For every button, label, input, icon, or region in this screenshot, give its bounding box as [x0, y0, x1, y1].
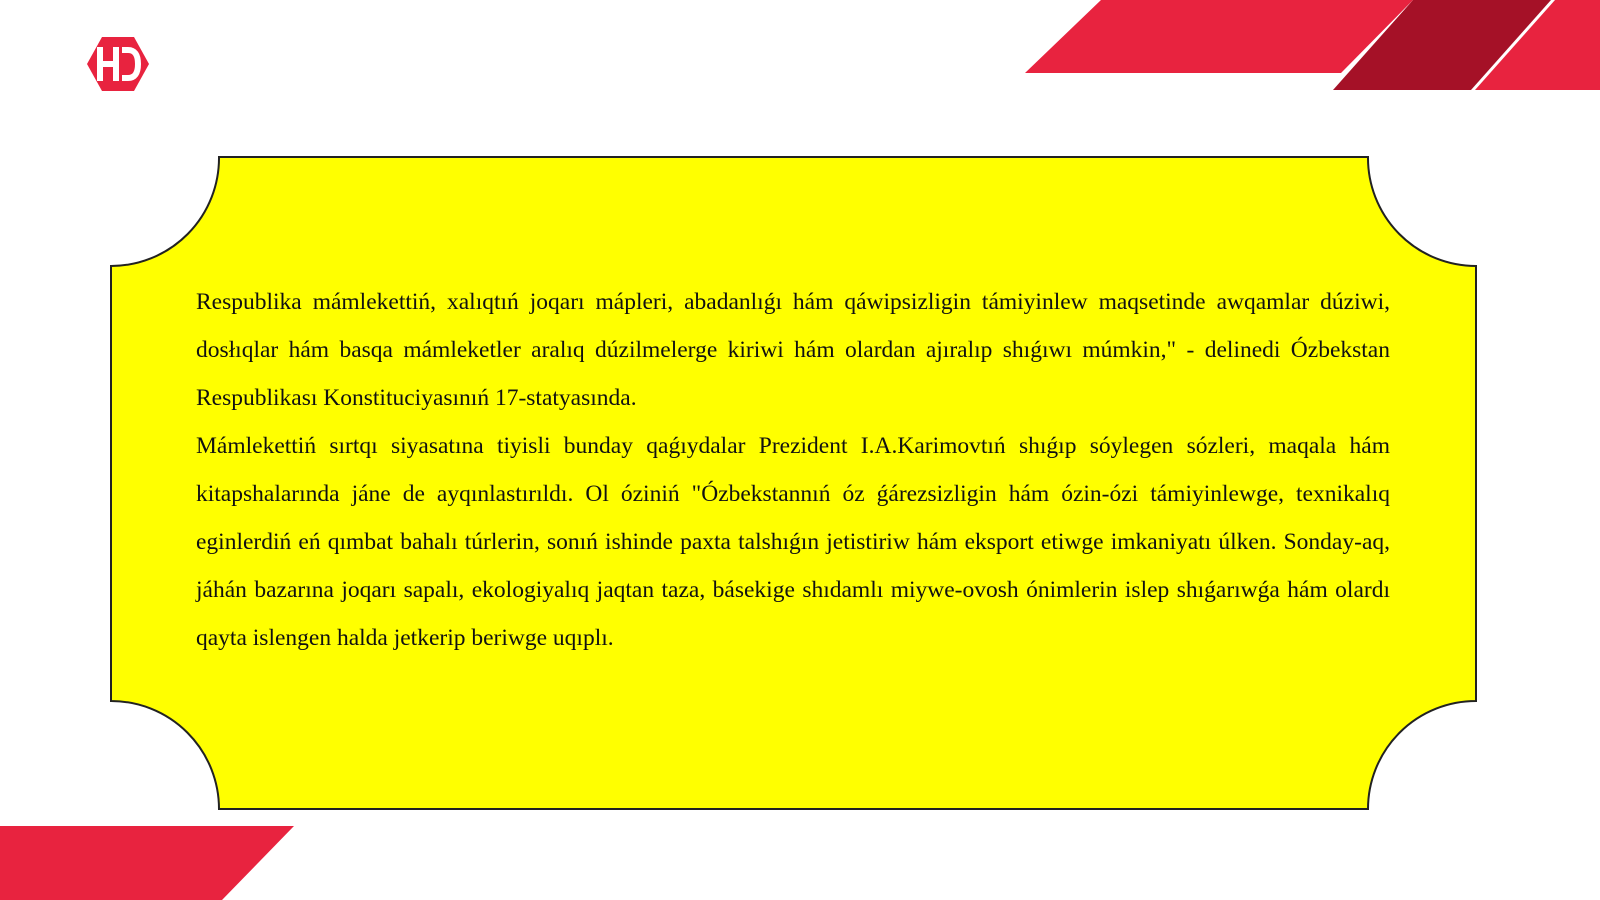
paragraph-2: Mámlekettiń sırtqı siyasatına tiyisli bunday qaǵıydalar Prezident I.A.Karimovtıń shıǵıp sóylegen sózleri, maqala hám kitapshalarında jáne de ayqınlastırıldı. Ol óziniń "Ózbekstannıń óz ǵárezsizligin hám ózin-ózi támiyinlewge, texnikalıq eginlerdiń eń qımbat bahalı túrlerin, sonıń ishinde paxta talshıǵın jetistiriw hám eksport etiwge imkaniyatı úlken. Sonday-aq, jáhán bazarına joqarı sapalı, ekologiyalıq jaqtan taza, básekige shıdamlı miywe-ovosh ónimlerin islep shıǵarıwǵa hám olardı qayta islengen halda jetkerip beriwge uqıplı.: [196, 433, 1390, 651]
panel-text: [196, 278, 1390, 662]
paragraph-1: Respublika mámlekettiń, xalıqtıń joqarı mápleri, abadanlıǵı hám qáwipsizligin támiyinlew maqsetinde awqamlar dúziwi, dosłıqlar hám basqa mámleketler aralıq dúzilmelerge kiriwi hám olardan ajıralıp shıǵıwı múmkin," - delinedi Ózbekstan Respublikası Konstituciyasınıń 17-statyasında.: [196, 289, 1390, 411]
